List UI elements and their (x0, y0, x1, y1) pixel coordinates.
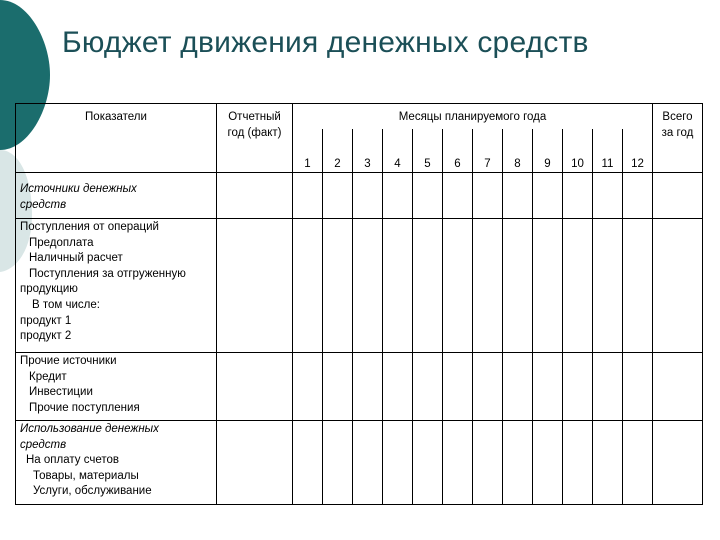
table-cell (533, 421, 563, 505)
month-header: 11 (593, 129, 623, 173)
header-months-caption: Месяцы планируемого года (293, 104, 653, 129)
table-cell (413, 353, 443, 421)
page-title: Бюджет движения денежных средств (62, 26, 589, 59)
table-cell (323, 173, 353, 219)
table-cell (503, 219, 533, 353)
table-row-other-sources (16, 353, 703, 421)
table-cell (323, 421, 353, 505)
table-cell (653, 421, 703, 505)
month-header: 7 (473, 129, 503, 173)
table-cell (533, 353, 563, 421)
table-cell (593, 421, 623, 505)
table-cell (623, 173, 653, 219)
table-cell (473, 421, 503, 505)
month-header: 6 (443, 129, 473, 173)
table-cell (563, 421, 593, 505)
table-cell (413, 421, 443, 505)
row-label-operating-receipts: Поступления от операций Предоплата Наличный расчет Поступления за отгруженную продукцию В том числе: продукт 1 продукт 2 (16, 219, 217, 353)
table-cell (353, 353, 383, 421)
table-cell (623, 421, 653, 505)
table-cell (593, 173, 623, 219)
table-cell (383, 173, 413, 219)
table-cell (413, 219, 443, 353)
table-cell (563, 173, 593, 219)
table-cell (323, 219, 353, 353)
table-cell (293, 173, 323, 219)
table-cell (563, 219, 593, 353)
table-cell (593, 353, 623, 421)
table-cell (293, 219, 323, 353)
table-cell (293, 353, 323, 421)
table-row-cash-sources (16, 173, 703, 219)
table-cell (443, 173, 473, 219)
table-cell (353, 173, 383, 219)
table-cell (533, 219, 563, 353)
table-cell (653, 219, 703, 353)
month-header: 12 (623, 129, 653, 173)
cash-flow-budget-table (15, 103, 703, 505)
header-indicators: Показатели (16, 104, 217, 173)
header-total: Всего за год (653, 104, 703, 173)
table-cell (623, 353, 653, 421)
table-cell (217, 219, 293, 353)
table-cell (217, 421, 293, 505)
month-header: 4 (383, 129, 413, 173)
table-cell (383, 219, 413, 353)
row-label-cash-usage: Использование денежных средств На оплату счетов Товары, материалы Услуги, обслуживание (16, 421, 217, 505)
table-cell (443, 353, 473, 421)
month-header: 5 (413, 129, 443, 173)
row-label-cash-sources: Источники денежных средств (16, 173, 217, 219)
table-cell (653, 353, 703, 421)
table-cell (353, 421, 383, 505)
table-cell (413, 173, 443, 219)
table-cell (443, 421, 473, 505)
table-cell (503, 421, 533, 505)
table-cell (473, 219, 503, 353)
table-cell (217, 173, 293, 219)
table-cell (293, 421, 323, 505)
table-cell (217, 353, 293, 421)
month-header: 2 (323, 129, 353, 173)
row-label-other-sources: Прочие источники Кредит Инвестиции Прочие поступления (16, 353, 217, 421)
table-cell (503, 173, 533, 219)
table-cell (383, 353, 413, 421)
table-cell (383, 421, 413, 505)
month-header: 8 (503, 129, 533, 173)
table-row-operating-receipts (16, 219, 703, 353)
header-reporting-year: Отчетный год (факт) (217, 104, 293, 173)
table-cell (473, 353, 503, 421)
table-row-cash-usage (16, 421, 703, 505)
table-cell (563, 353, 593, 421)
table-cell (653, 173, 703, 219)
month-header: 9 (533, 129, 563, 173)
table-cell (443, 219, 473, 353)
table-cell (473, 173, 503, 219)
month-header: 3 (353, 129, 383, 173)
table-cell (533, 173, 563, 219)
table-cell (323, 353, 353, 421)
table-cell (593, 219, 623, 353)
table-cell (503, 353, 533, 421)
month-header: 10 (563, 129, 593, 173)
table-cell (353, 219, 383, 353)
table-cell (623, 219, 653, 353)
month-header: 1 (293, 129, 323, 173)
